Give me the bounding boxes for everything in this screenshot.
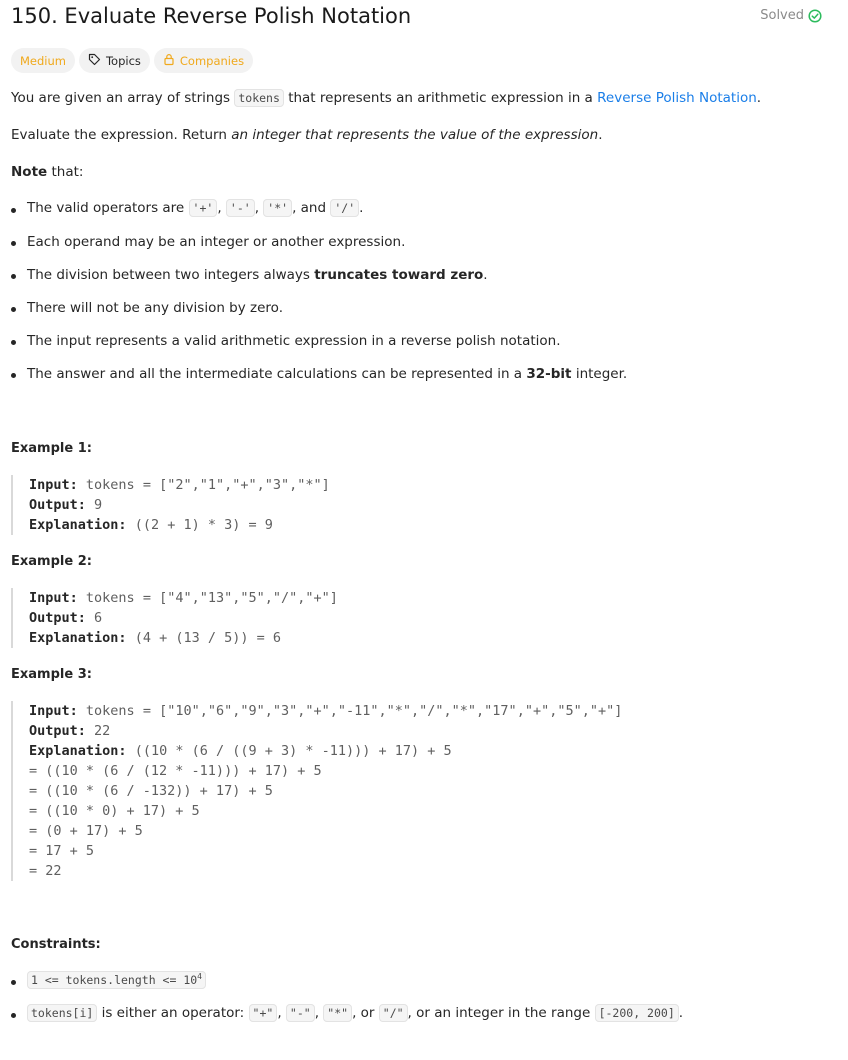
example-3-heading: Example 3: [11,667,92,682]
bullet [11,241,16,246]
companies-button[interactable] [154,48,253,73]
tokens-i-code: tokens[i] [27,1004,97,1022]
check-circle-icon [808,9,822,23]
note-rest: that: [51,164,84,180]
operator-plus-code: "+" [249,1004,278,1022]
length-constraint-code [27,971,206,989]
p2-end: . [598,127,603,143]
example-2-heading: Example 2: [11,554,92,569]
note-bold: Note [11,164,48,180]
constraint-2-range-text: , or an integer in the range [407,1005,591,1021]
example-3-step: = ((10 * (6 / (12 * -11))) + 17) + 5 [29,763,322,779]
note-3-end: . [483,267,488,283]
note-6-end: integer. [575,366,628,382]
description-paragraph-1 [11,90,761,106]
example-3-step: = 17 + 5 [29,843,95,859]
problem-title: 150. Evaluate Reverse Polish Notation [11,4,412,28]
p1-middle: that represents an arithmetic expression in a [288,90,593,106]
operator-plus-code: '+' [189,199,218,217]
constraint-2-or: , or [352,1005,375,1021]
output-label: Output: [29,610,86,626]
bullet [11,1013,16,1018]
topics-label: Topics [105,53,141,68]
example-3-step: = ((10 * 0) + 17) + 5 [29,803,200,819]
input-label: Input: [29,477,78,493]
list-item: The input represents a valid arithmetic expression in a reverse polish notation. [27,333,561,349]
bullet [11,274,16,279]
explanation-label: Explanation: [29,743,127,759]
input-label: Input: [29,590,78,606]
example-1-heading: Example 1: [11,441,92,456]
list-item: Each operand may be an integer or another expression. [27,234,406,250]
example-3-step: = (0 + 17) + 5 [29,823,143,839]
bullet [11,340,16,345]
solved-label: Solved [760,8,804,23]
note-3-prefix: The division between two integers always [27,267,310,283]
difficulty-badge[interactable]: Medium [11,48,75,73]
example-2-output: 6 [94,610,103,626]
list-item: There will not be any division by zero. [27,300,283,316]
note-heading [11,164,83,180]
output-label: Output: [29,723,86,739]
length-constraint-text: 1 <= tokens.length <= 10 [31,973,198,987]
note-6-bold: 32-bit [526,366,572,382]
tag-row [11,48,253,73]
note-3-bold: truncates toward zero [314,267,484,283]
example-3-step: = ((10 * (6 / -132)) + 17) + 5 [29,783,273,799]
bullet [11,307,16,312]
example-2-block [11,588,338,648]
operator-divide-code: '/' [330,199,359,217]
operator-multiply-code: '*' [263,199,292,217]
bullet [11,208,16,213]
constraint-2-text: is either an operator: [101,1005,245,1021]
list-item [27,366,627,382]
p1-prefix: You are given an array of strings [11,90,231,106]
p1-end: . [756,90,762,106]
range-code: [-200, 200] [595,1004,679,1022]
example-3-output: 22 [94,723,111,739]
example-1-explanation: ((2 + 1) * 3) = 9 [134,517,273,533]
example-1-output: 9 [94,497,103,513]
constraint-item [27,972,206,988]
input-label: Input: [29,703,78,719]
operator-minus-code: '-' [226,199,255,217]
constraint-2-end: . [678,1005,684,1021]
operator-minus-code: "-" [286,1004,315,1022]
companies-label: Companies [179,53,245,68]
example-2-input: tokens = ["4","13","5","/","+"] [85,590,338,606]
example-3-input: tokens = ["10","6","9","3","+","-11","*","/","*","17","+","5","+"] [85,703,623,719]
list-item [27,267,488,283]
constraint-item: tokens[i] is either an operator: "+" , "-" , "*" , or "/" , or an integer in the range [-200, 200] . [27,1005,683,1021]
example-1-block [11,475,330,535]
exponent: 4 [197,972,202,982]
operator-multiply-code: "*" [323,1004,352,1022]
note-1-end: . [359,200,364,216]
example-1-input: tokens = ["2","1","+","3","*"] [85,477,330,493]
explanation-label: Explanation: [29,517,127,533]
description-paragraph-2 [11,127,602,143]
p2-emphasis: an integer that represents the value of the expression [231,127,599,143]
constraints-heading: Constraints: [11,937,101,952]
bullet [11,373,16,378]
example-3-step: = 22 [29,863,62,879]
example-3-explanation: ((10 * (6 / ((9 + 3) * -11))) + 17) + 5 [134,743,452,759]
topics-button[interactable] [79,48,150,73]
tokens-code: tokens [234,89,284,107]
list-item: The valid operators are '+' , '-' , '*' , and '/' . [27,200,364,216]
example-2-explanation: (4 + (13 / 5)) = 6 [134,630,281,646]
example-3-block [11,701,622,881]
solved-indicator [760,8,822,23]
tag-icon [88,53,101,69]
note-1-and: , and [292,200,327,216]
operator-divide-code: "/" [379,1004,408,1022]
note-6-prefix: The answer and all the intermediate calculations can be represented in a [27,366,523,382]
p2-prefix: Evaluate the expression. Return [11,127,227,143]
rpn-link[interactable]: Reverse Polish Notation [597,90,757,106]
explanation-label: Explanation: [29,630,127,646]
note-1-prefix: The valid operators are [27,200,185,216]
lock-icon [163,53,175,69]
bullet [11,980,16,985]
output-label: Output: [29,497,86,513]
